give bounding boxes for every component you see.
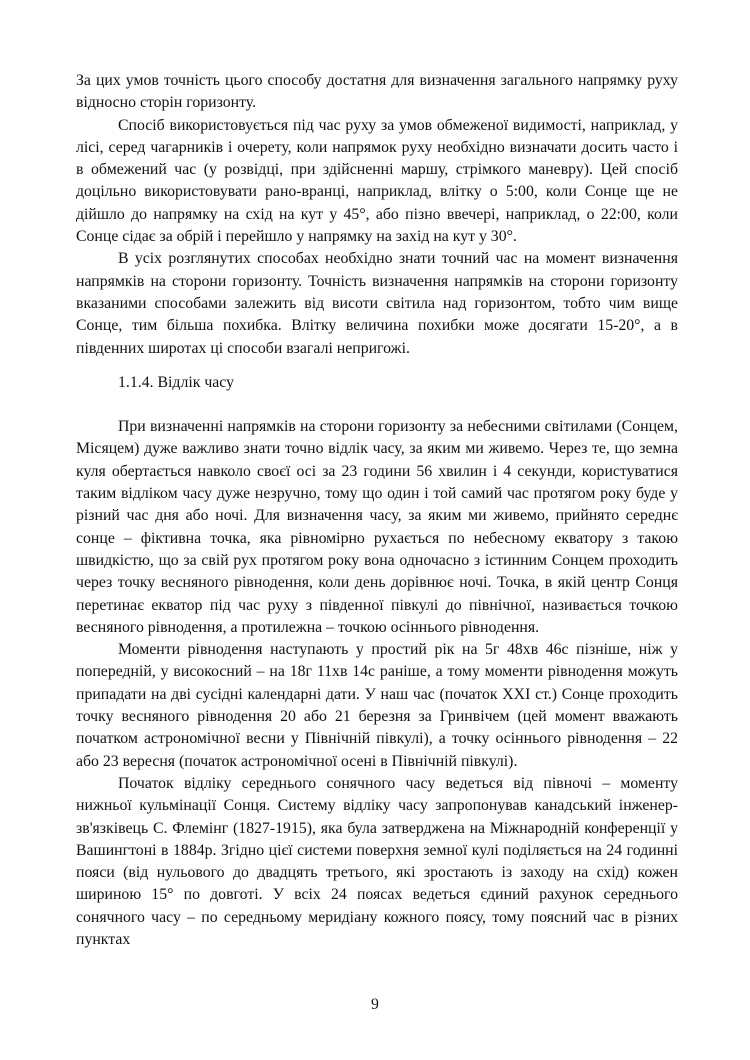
document-page-body bbox=[76, 70, 678, 951]
paragraph-condition-accuracy: За цих умов точність цього способу достатня для визначення загального напрямку руху відносно сторін горизонту. bbox=[76, 72, 678, 112]
paragraph-equinox-moments: Моменти рівнодення наступають у простий рік на 5г 48хв 46с пізніше, ніж у попередній, у високосний – на 18г 11хв 14с раніше, а тому моменти рівнодення можуть припадати на дві сусідні календарні дати. У наш час (початок XXI ст.) Сонце проходить точку весняного рівнодення 20 або 21 березня за Гринвічем (цей момент вважають початком астрономічної весни у Північній півкулі), а точку осіннього рівнодення – 22 або 23 вересня (початок астрономічної осені в Північній півкулі). bbox=[76, 641, 678, 770]
paragraph-method-usage: Спосіб використовується під час руху за умов обмеженої видимості, наприклад, у лісі, серед чагарників і очерету, коли напрямок руху необхідно визначати досить часто і в обмежений час (у розвідці, при здійсненні маршу, стрімкого маневру). Цей спосіб доцільно використовувати рано-вранці, наприклад, влітку о 5:00, коли Сонце ще не дійшло до напрямку на схід на кут у 45°, або пізно ввечері, наприклад, о 22:00, коли Сонце сідає за обрій і перейшло у напрямку на захід на кут у 30°. bbox=[76, 116, 678, 246]
page-number: 9 bbox=[371, 996, 379, 1013]
paragraph-mean-solar-time: Початок відліку середнього сонячного часу ведеться від півночі – моменту нижньої кульмінації Сонця. Систему відліку часу запропонував канадський інженер-зв'язківець С. Флемінг (1827-1915), яка була затверджена на Міжнародній конференції у Вашингтоні в 1884р. Згідно цієї системи поверхня земної кулі поділяється на 24 годинні пояси (від нульового до двадцять третього, які зростають із заходу на схід) кожен шириною 15° по довготі. У всіх 24 поясах ведеться єдиний рахунок середнього сонячного часу – по середньому меридіану кожного поясу, тому поясний час в різних пунктах bbox=[76, 774, 678, 948]
paragraph-exact-time: В усіх розглянутих способах необхідно знати точний час на момент визначення напрямків на сторони горизонту. Точність визначення напрямків на сторони горизонту вказаними способами залежить від висоти світила над горизонтом, тобто чим вище Сонце, тим більша похибка. Влітку величина похибки може досягати 15-20°, а в південних широтах ці способи взагалі непригожі. bbox=[76, 250, 678, 357]
section-heading: 1.1.4. Відлік часу bbox=[118, 373, 235, 391]
paragraph-time-reckoning: При визначенні напрямків на сторони горизонту за небесними світилами (Сонцем, Місяцем) дуже важливо знати точно відлік часу, за яким ми живемо. Через те, що земна куля обертається навколо своєї осі за 23 години 56 хвилин і 4 секунди, користуватися таким відліком часу дуже незручно, тому що один і той самий час протягом року буде у різний час дня або ночі. Для визначення часу, за яким ми живемо, прийнято середнє сонце – фіктивна точка, яка рівномірно рухається по небесному екватору з такою швидкістю, що за свій рух протягом року вона одночасно з істинним Сонцем проходить через точку весняного рівнодення, коли день дорівнює ночі. Точка, в якій центр Сонця перетинає екватор під час руху з південної півкулі до північної, називається точкою весняного рівнодення, а протилежна – точкою осіннього рівнодення. bbox=[76, 418, 678, 636]
